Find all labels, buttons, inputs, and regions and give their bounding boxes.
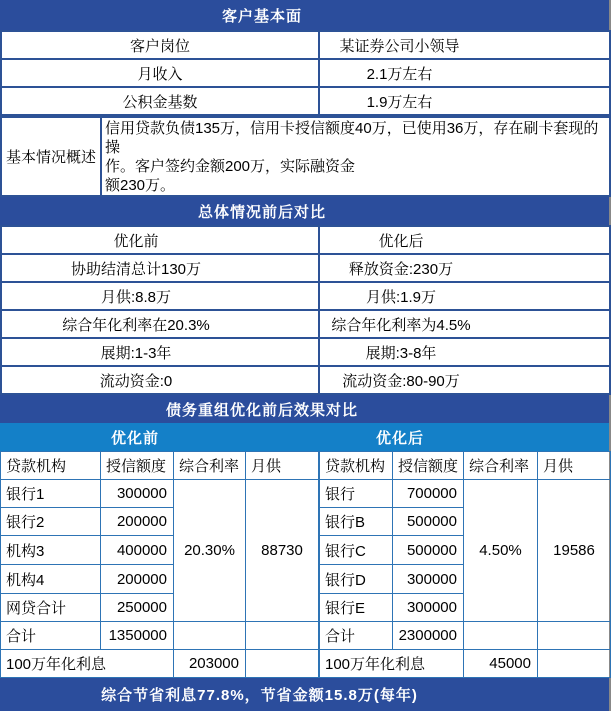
overall-before-cell: 月供:8.8万 (1, 282, 319, 310)
basic-row-label: 公积金基数 (1, 87, 319, 115)
savings-footer-bar: 综合节省利息77.8%，节省金额15.8万(每年) (0, 678, 609, 711)
before-credit-cell: 250000 (101, 594, 174, 622)
after-org-cell: 银行C (320, 536, 393, 565)
empty-cell (464, 622, 538, 650)
overall-section-header: 总体情况前后对比 (0, 197, 609, 225)
restructure-subheader (0, 423, 609, 451)
summary-text (101, 117, 610, 196)
col-header-payment: 月供 (538, 452, 611, 480)
basic-row-value: 1.9万左右 (319, 87, 610, 115)
overall-col-before: 优化前 (1, 226, 319, 254)
overall-before-cell: 展期:1-3年 (1, 338, 319, 366)
before-org-cell: 银行2 (1, 508, 101, 536)
overall-after-cell: 释放资金:230万 (319, 254, 610, 282)
after-org-cell: 银行 (320, 480, 393, 508)
before-org-cell: 机构3 (1, 536, 101, 565)
overall-after-cell: 流动资金:80-90万 (319, 366, 610, 394)
before-total-label: 合计 (1, 622, 101, 650)
basic-row-label: 月收入 (1, 59, 319, 87)
basic-row-label: 客户岗位 (1, 31, 319, 59)
summary-line: 额230万。 (105, 177, 176, 194)
summary-line: 信用贷款负债135万，信用卡授信额度40万，已使用36万，存在刷卡套现的操 (105, 120, 599, 156)
empty-cell (246, 622, 319, 650)
before-total-credit: 1350000 (101, 622, 174, 650)
empty-cell (538, 622, 611, 650)
after-payment-cell: 19586 (538, 480, 611, 622)
subheader-before: 优化前 (110, 429, 159, 447)
overall-before-cell: 协助结清总计130万 (1, 254, 319, 282)
after-total-credit: 2300000 (393, 622, 464, 650)
overall-after-cell: 月供:1.9万 (319, 282, 610, 310)
summary-label: 基本情况概述 (1, 117, 101, 196)
after-credit-cell: 300000 (393, 565, 464, 594)
after-rate-cell: 4.50% (464, 480, 538, 622)
after-org-cell: 银行D (320, 565, 393, 594)
empty-cell (538, 650, 611, 678)
before-payment-cell: 88730 (246, 480, 319, 622)
basic-row-value: 2.1万左右 (319, 59, 610, 87)
basic-section-header: 客户基本面 (0, 0, 609, 30)
col-header-org: 贷款机构 (320, 452, 393, 480)
col-header-credit: 授信额度 (101, 452, 174, 480)
basic-summary-table (0, 116, 611, 197)
empty-cell (174, 622, 246, 650)
overall-comparison-table (0, 225, 611, 395)
before-org-cell: 机构4 (1, 565, 101, 594)
after-total-label: 合计 (320, 622, 393, 650)
before-interest-label: 100万年化利息 (1, 650, 174, 678)
restructure-tables (0, 451, 609, 678)
before-credit-cell: 200000 (101, 565, 174, 594)
basic-row-value: 某证券公司小领导 (319, 31, 610, 59)
col-header-payment: 月供 (246, 452, 319, 480)
overall-after-cell: 展期:3-8年 (319, 338, 610, 366)
empty-cell (246, 650, 319, 678)
after-credit-cell: 700000 (393, 480, 464, 508)
basic-info-table (0, 30, 611, 116)
after-interest-value: 45000 (464, 650, 538, 678)
subheader-after: 优化后 (375, 429, 424, 447)
before-credit-cell: 300000 (101, 480, 174, 508)
after-org-cell: 银行E (320, 594, 393, 622)
overall-col-after: 优化后 (319, 226, 610, 254)
after-credit-cell: 500000 (393, 508, 464, 536)
after-org-cell: 银行B (320, 508, 393, 536)
before-org-cell: 网贷合计 (1, 594, 101, 622)
overall-before-cell: 综合年化利率在20.3% (1, 310, 319, 338)
after-credit-cell: 500000 (393, 536, 464, 565)
before-credit-cell: 400000 (101, 536, 174, 565)
summary-line: 作。客户签约金额200万，实际融资金 (105, 158, 356, 175)
before-table (0, 451, 319, 678)
after-credit-cell: 300000 (393, 594, 464, 622)
before-interest-value: 203000 (174, 650, 246, 678)
col-header-org: 贷款机构 (1, 452, 101, 480)
before-credit-cell: 200000 (101, 508, 174, 536)
col-header-credit: 授信额度 (393, 452, 464, 480)
overall-before-cell: 流动资金:0 (1, 366, 319, 394)
overall-after-cell: 综合年化利率为4.5% (319, 310, 610, 338)
restructure-section-header: 债务重组优化前后效果对比 (0, 395, 609, 423)
col-header-rate: 综合利率 (174, 452, 246, 480)
before-org-cell: 银行1 (1, 480, 101, 508)
before-rate-cell: 20.30% (174, 480, 246, 622)
after-interest-label: 100万年化利息 (320, 650, 464, 678)
col-header-rate: 综合利率 (464, 452, 538, 480)
after-table (319, 451, 611, 678)
